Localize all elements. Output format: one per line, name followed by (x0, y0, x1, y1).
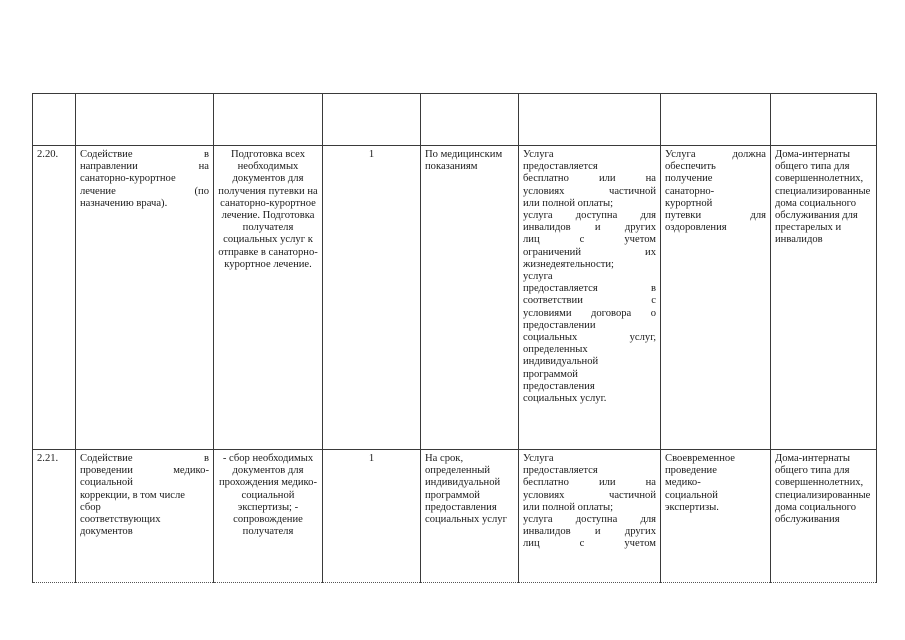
header-cell (214, 94, 323, 146)
service-description: Подготовка всех необходимых документов для получения путевки на санаторно-курортное лечение. Подготовка получателя социальных услуг к отправке в санаторно-курортное лечение. (214, 146, 323, 450)
service-name: Содействие в проведении медико- социальной коррекции, в том числе сбор соответствующих документов (76, 450, 214, 583)
header-cell (519, 94, 661, 146)
service-result: Услуга должна обеспечить получение санаторно- курортной путевки для оздоровления (661, 146, 771, 450)
service-result: Своевременное проведение медико- социальной экспертизы. (661, 450, 771, 583)
services-table (32, 93, 877, 583)
service-conditions: Услуга предоставляется бесплатно или на условиях частичной или полной оплаты; услуга доступна для инвалидов и других лиц с учетом (519, 450, 661, 583)
service-providers: Дома-интернаты общего типа для совершеннолетних, специализированные дома социального обслуживания (771, 450, 877, 583)
header-cell (661, 94, 771, 146)
service-volume: 1 (323, 450, 421, 583)
row-number: 2.20. (33, 146, 76, 450)
table-row (33, 146, 877, 450)
service-providers: Дома-интернаты общего типа для совершеннолетних, специализированные дома социального обслуживания для престарелых и инвалидов (771, 146, 877, 450)
service-term: На срок, определенный индивидуальной программой предоставления социальных услуг (421, 450, 519, 583)
header-cell (33, 94, 76, 146)
service-volume: 1 (323, 146, 421, 450)
table-row (33, 450, 877, 583)
header-cell (323, 94, 421, 146)
header-cell (771, 94, 877, 146)
table-header-row (33, 94, 877, 146)
header-cell (421, 94, 519, 146)
service-conditions: Услуга предоставляется бесплатно или на условиях частичной или полной оплаты; услуга доступна для инвалидов и других лиц с учетом ограничений их жизнедеятельности; услуга предоставляется в соответствии с условиями договора о предоставлении социальных услуг, определенных индивидуальной программой предоставления социальных услуг. (519, 146, 661, 450)
service-description: - сбор необходимых документов для прохождения медико-социальной экспертизы; - сопровождение получателя (214, 450, 323, 583)
service-term: По медицинским показаниям (421, 146, 519, 450)
service-name: Содействие в направлении на санаторно-курортное лечение (по назначению врача). (76, 146, 214, 450)
header-cell (76, 94, 214, 146)
row-number: 2.21. (33, 450, 76, 583)
